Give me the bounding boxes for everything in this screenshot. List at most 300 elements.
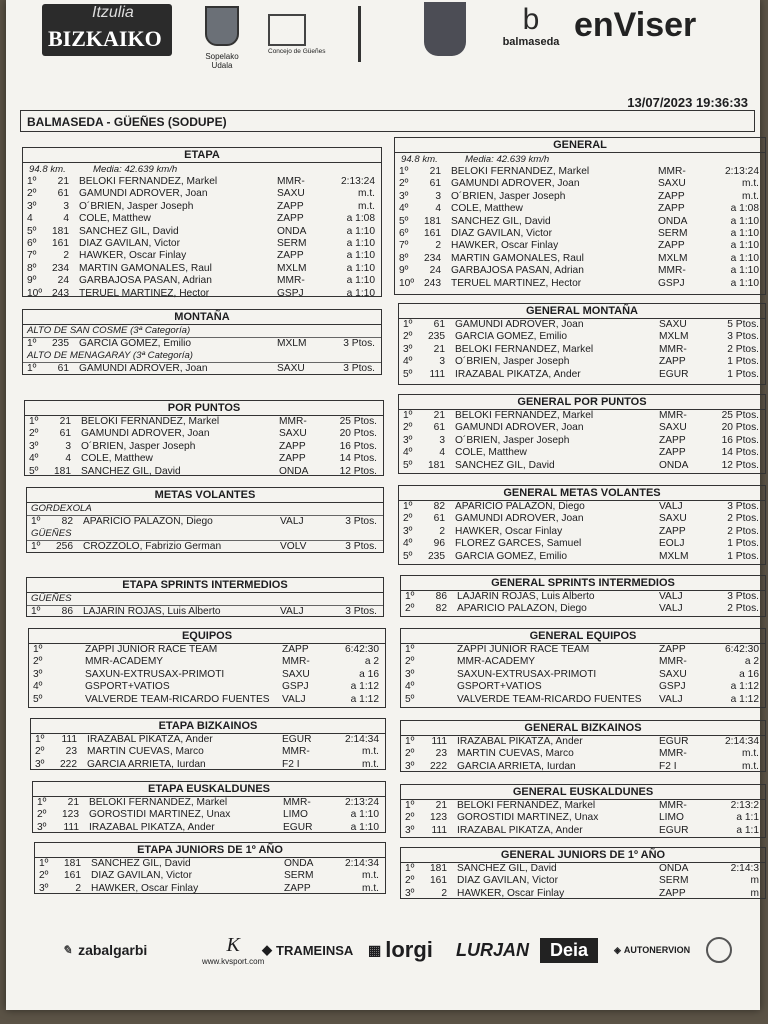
rider-name: ZAPPI JUNIOR RACE TEAM bbox=[85, 644, 218, 655]
team-code: SAXU bbox=[279, 428, 307, 440]
result-row bbox=[401, 863, 765, 875]
dorsal: 21 bbox=[435, 800, 447, 811]
result-row bbox=[23, 201, 381, 213]
team-code: ZAPP bbox=[659, 525, 686, 537]
team-code: VALJ bbox=[659, 693, 683, 705]
rider-name: O´BRIEN, Jasper Joseph bbox=[455, 356, 570, 368]
team-code: ONDA bbox=[659, 459, 689, 471]
result-row bbox=[395, 253, 765, 265]
result-value: m.t. bbox=[362, 746, 379, 758]
dorsal: 4 bbox=[63, 213, 69, 225]
result-value: 2 Ptos. bbox=[727, 513, 759, 525]
lorgi-logo: ▦ lorgi bbox=[368, 937, 433, 962]
team-code: ONDA bbox=[277, 225, 307, 237]
rider-name: COLE, Matthew bbox=[451, 203, 523, 215]
position: 3º bbox=[37, 821, 47, 833]
result-row bbox=[401, 694, 765, 706]
team-code: MMR- bbox=[658, 265, 686, 277]
team-code: ZAPP bbox=[659, 887, 686, 899]
position: 1º bbox=[405, 863, 415, 874]
result-value: 25 Ptos. bbox=[339, 416, 377, 427]
position: 4º bbox=[405, 681, 415, 693]
result-row bbox=[395, 278, 765, 290]
etapa-rows bbox=[23, 176, 381, 300]
guenes-logo: Concejo de Güeñes bbox=[268, 14, 340, 64]
dorsal: 96 bbox=[433, 538, 445, 550]
result-row bbox=[31, 734, 385, 746]
position: 2º bbox=[405, 656, 415, 668]
result-row bbox=[23, 250, 381, 262]
position: 2º bbox=[399, 178, 409, 190]
team-code: MMR- bbox=[659, 748, 687, 760]
dorsal: 21 bbox=[433, 343, 445, 355]
dorsal: 243 bbox=[52, 287, 69, 299]
team-code: MMR- bbox=[659, 343, 687, 355]
dorsal: 181 bbox=[54, 465, 71, 477]
result-row bbox=[23, 238, 381, 250]
result-value: a 1:12 bbox=[350, 693, 379, 705]
result-row bbox=[399, 422, 765, 434]
team-code: LIMO bbox=[659, 812, 684, 824]
dorsal: 234 bbox=[52, 262, 69, 274]
bizkainos-rows bbox=[31, 734, 385, 771]
dorsal: 61 bbox=[59, 428, 71, 440]
dorsal: 4 bbox=[65, 453, 71, 465]
result-row bbox=[31, 746, 385, 758]
team-code: VALJ bbox=[280, 606, 304, 617]
position: 1º bbox=[31, 516, 41, 527]
position: 1º bbox=[403, 319, 413, 330]
result-value: a 1:10 bbox=[730, 240, 759, 252]
team-code: SAXU bbox=[277, 188, 305, 200]
rider-name: O´BRIEN, Jasper Joseph bbox=[451, 190, 566, 202]
team-code: ZAPP bbox=[279, 440, 306, 452]
average-speed: Media: 42.639 km/h bbox=[93, 164, 178, 175]
rider-name: GAMUNDI ADROVER, Joan bbox=[455, 422, 584, 434]
result-row bbox=[23, 213, 381, 225]
result-value: 3 Ptos. bbox=[727, 591, 759, 602]
result-row bbox=[27, 516, 383, 528]
result-row bbox=[33, 809, 385, 821]
team-code: ZAPP bbox=[659, 447, 686, 459]
result-row bbox=[401, 875, 765, 887]
result-value: 2 Ptos. bbox=[727, 343, 759, 355]
sprints-title: ETAPA SPRINTS INTERMEDIOS bbox=[27, 578, 383, 593]
result-row bbox=[29, 681, 385, 693]
general-juniors-rows bbox=[401, 863, 765, 900]
team-code: LIMO bbox=[283, 809, 308, 821]
rider-name: GARBAJOSA PASAN, Adrian bbox=[451, 265, 584, 277]
position: 6º bbox=[27, 237, 37, 249]
position: 3º bbox=[405, 760, 415, 772]
juniors-title: ETAPA JUNIORS DE 1º AÑO bbox=[35, 843, 385, 858]
rider-name: APARICIO PALAZON, Diego bbox=[457, 603, 587, 615]
results-sheet bbox=[6, 0, 760, 1010]
result-value: a 1:10 bbox=[346, 262, 375, 274]
dorsal: 181 bbox=[430, 863, 447, 874]
dorsal: 3 bbox=[63, 200, 69, 212]
dorsal: 222 bbox=[60, 758, 77, 770]
rider-name: GOROSTIDI MARTINEZ, Unax bbox=[89, 809, 231, 821]
position: 7º bbox=[27, 250, 37, 262]
result-row bbox=[399, 356, 765, 368]
team-code: SAXU bbox=[658, 178, 686, 190]
position: 1º bbox=[29, 416, 39, 427]
montana-groups bbox=[23, 325, 381, 376]
rider-name: SANCHEZ GIL, David bbox=[455, 459, 555, 471]
rider-name: SAXUN-EXTRUSAX-PRIMOTI bbox=[457, 668, 597, 680]
rider-name: HAWKER, Oscar Finlay bbox=[91, 882, 199, 894]
rider-name: FLOREZ GARCES, Samuel bbox=[455, 538, 582, 550]
rider-name: SANCHEZ GIL, David bbox=[81, 465, 181, 477]
result-value: m.t. bbox=[358, 200, 375, 212]
enviser-logo: enViser bbox=[574, 6, 697, 44]
sub-section-label: ALTO DE MENAGARAY (3ª Categoría) bbox=[23, 350, 381, 363]
result-value: a 1:1 bbox=[736, 824, 759, 836]
result-row bbox=[23, 176, 381, 188]
position: 5º bbox=[399, 215, 409, 227]
deia-logo: Deia bbox=[540, 925, 598, 975]
team-code: MMR- bbox=[658, 166, 686, 177]
diputacion-shield-logo bbox=[424, 2, 466, 56]
sprints-box bbox=[26, 577, 384, 617]
autonervion-logo: ◈ AUTONERVION bbox=[614, 944, 691, 955]
result-row bbox=[23, 263, 381, 275]
metas-box bbox=[26, 487, 384, 553]
rider-name: SANCHEZ GIL, David bbox=[91, 858, 191, 869]
rider-name: LAJARIN ROJAS, Luis Alberto bbox=[83, 606, 221, 617]
general-equipos-title: GENERAL EQUIPOS bbox=[401, 629, 765, 644]
puntos-rows bbox=[25, 416, 383, 478]
team-code: MMR- bbox=[282, 746, 310, 758]
team-code: SAXU bbox=[282, 668, 310, 680]
dorsal: 161 bbox=[430, 875, 447, 887]
general-bizkainos-rows bbox=[401, 736, 765, 773]
rider-name: IRAZABAL PIKATZA, Ander bbox=[457, 736, 583, 747]
position: 10º bbox=[399, 277, 415, 289]
dorsal: 2 bbox=[63, 250, 69, 262]
result-row bbox=[33, 822, 385, 834]
team-code: F2 I bbox=[282, 758, 300, 770]
rider-name: DIAZ GAVILAN, Victor bbox=[79, 237, 180, 249]
result-row bbox=[401, 812, 765, 824]
result-row bbox=[399, 369, 765, 381]
dorsal: 61 bbox=[433, 319, 445, 330]
position: 5º bbox=[33, 693, 43, 705]
rider-name: HAWKER, Oscar Finlay bbox=[457, 887, 565, 899]
position: 1º bbox=[39, 858, 49, 869]
dorsal: 61 bbox=[433, 422, 445, 434]
result-value: 20 Ptos. bbox=[339, 428, 377, 440]
team-code: EGUR bbox=[659, 824, 689, 836]
dorsal: 111 bbox=[431, 824, 447, 836]
result-value: 3 Ptos. bbox=[343, 363, 375, 375]
rider-name: CROZZOLO, Fabrizio German bbox=[83, 541, 222, 553]
dorsal: 4 bbox=[435, 203, 441, 215]
position: 7º bbox=[399, 240, 409, 252]
team-code: GSPJ bbox=[658, 277, 685, 289]
result-row bbox=[401, 644, 765, 656]
dorsal: 21 bbox=[59, 416, 71, 427]
team-code: ZAPP bbox=[284, 882, 311, 894]
team-code: VALJ bbox=[659, 591, 683, 602]
puntos-box bbox=[24, 400, 384, 476]
result-value: 2:14:34 bbox=[345, 734, 379, 745]
team-code: ZAPP bbox=[282, 644, 309, 655]
result-value: 1 Ptos. bbox=[727, 368, 759, 380]
dorsal: 181 bbox=[424, 215, 441, 227]
position: 2º bbox=[405, 748, 415, 760]
equipos-title: EQUIPOS bbox=[29, 629, 385, 644]
team-code: SERM bbox=[277, 237, 307, 249]
result-value: 2:14:34 bbox=[345, 858, 379, 869]
general-euskaldunes-box bbox=[400, 784, 766, 838]
general-bizkainos-title: GENERAL BIZKAINOS bbox=[401, 721, 765, 736]
seal-logo bbox=[706, 925, 732, 975]
result-row bbox=[35, 870, 385, 882]
team-code: MMR- bbox=[659, 410, 687, 421]
result-value: a 1:12 bbox=[730, 693, 759, 705]
position: 2º bbox=[37, 809, 47, 821]
position: 5º bbox=[29, 465, 39, 477]
dorsal: 161 bbox=[64, 870, 81, 882]
position: 1º bbox=[403, 501, 413, 512]
distance: 94.8 km. bbox=[401, 154, 438, 165]
result-row bbox=[31, 759, 385, 771]
position: 5º bbox=[403, 459, 413, 471]
result-value: a 16 bbox=[739, 668, 759, 680]
team-code: EGUR bbox=[659, 736, 689, 747]
position: 4 bbox=[27, 213, 33, 225]
result-value: 5 Ptos. bbox=[727, 319, 759, 330]
general-puntos-box bbox=[398, 394, 766, 474]
result-value: 3 Ptos. bbox=[727, 331, 759, 343]
position: 3º bbox=[399, 190, 409, 202]
result-value: 6:42:30 bbox=[725, 644, 759, 655]
result-row bbox=[399, 319, 765, 331]
team-code: MMR- bbox=[282, 656, 310, 668]
result-row bbox=[27, 606, 383, 618]
dorsal: 82 bbox=[433, 501, 445, 512]
position: 10º bbox=[27, 287, 43, 299]
result-value: 2 Ptos. bbox=[727, 525, 759, 537]
result-row bbox=[25, 466, 383, 478]
rider-name: SANCHEZ GIL, David bbox=[451, 215, 551, 227]
rider-name: GOROSTIDI MARTINEZ, Unax bbox=[457, 812, 599, 824]
general-meta bbox=[395, 153, 765, 166]
dorsal: 82 bbox=[61, 516, 73, 527]
etapa-box bbox=[22, 147, 382, 297]
sub-section-label: GORDEXOLA bbox=[27, 503, 383, 516]
team-code: SAXU bbox=[659, 668, 687, 680]
rider-name: BELOKI FERNANDEZ, Markel bbox=[455, 410, 594, 421]
dorsal: 181 bbox=[52, 225, 69, 237]
result-row bbox=[395, 240, 765, 252]
position: 6º bbox=[399, 227, 409, 239]
position: 2º bbox=[405, 875, 415, 887]
dorsal: 181 bbox=[428, 459, 445, 471]
team-code: MMR- bbox=[659, 656, 687, 668]
result-row bbox=[23, 288, 381, 300]
result-value: a 1:10 bbox=[350, 821, 379, 833]
general-euskaldunes-rows bbox=[401, 800, 765, 837]
general-metas-title: GENERAL METAS VOLANTES bbox=[399, 486, 765, 501]
montana-title: MONTAÑA bbox=[23, 310, 381, 325]
position: 4º bbox=[33, 681, 43, 693]
dorsal: 4 bbox=[439, 447, 445, 459]
sub-section-label: GÜEÑES bbox=[27, 528, 383, 541]
result-row bbox=[399, 447, 765, 459]
result-row bbox=[35, 883, 385, 895]
team-code: GSPJ bbox=[659, 681, 686, 693]
general-metas-box bbox=[398, 485, 766, 565]
general-euskaldunes-title: GENERAL EUSKALDUNES bbox=[401, 785, 765, 800]
result-value: 1 Ptos. bbox=[727, 538, 759, 550]
dorsal: 234 bbox=[424, 252, 441, 264]
lurjan-logo: LURJAN bbox=[456, 939, 530, 960]
average-speed: Media: 42.639 km/h bbox=[465, 154, 550, 165]
position: 8º bbox=[27, 262, 37, 274]
result-value: a 16 bbox=[359, 668, 379, 680]
result-value: 16 Ptos. bbox=[339, 440, 377, 452]
result-row bbox=[399, 344, 765, 356]
etapa-meta bbox=[23, 163, 381, 176]
result-value: a 2 bbox=[744, 656, 759, 668]
trameinsa-logo: ◆ TRAMEINSA bbox=[262, 942, 354, 958]
position: 2º bbox=[27, 188, 37, 200]
result-row bbox=[399, 538, 765, 550]
euskaldunes-rows bbox=[33, 797, 385, 834]
result-row bbox=[29, 656, 385, 668]
position: 2º bbox=[403, 513, 413, 525]
team-code: ZAPP bbox=[659, 434, 686, 446]
sponsor-logos-top bbox=[6, 0, 760, 68]
position: 2º bbox=[403, 331, 413, 343]
dorsal: 86 bbox=[61, 606, 73, 617]
rider-name: GARCIA ARRIETA, Iurdan bbox=[457, 760, 576, 772]
team-code: ZAPP bbox=[277, 250, 304, 262]
team-code: SERM bbox=[659, 875, 689, 887]
rider-name: MMR-ACADEMY bbox=[457, 656, 536, 668]
result-row bbox=[401, 736, 765, 748]
team-code: MMR- bbox=[277, 176, 305, 187]
result-row bbox=[395, 166, 765, 178]
rider-name: BELOKI FERNANDEZ, Markel bbox=[455, 343, 594, 355]
dorsal: 2 bbox=[435, 240, 441, 252]
itzulia-bizkaiko-logo: Itzulia BIZKAIKO bbox=[42, 4, 172, 56]
position: 3º bbox=[403, 343, 413, 355]
position: 3º bbox=[405, 824, 415, 836]
rider-name: DIAZ GAVILAN, Victor bbox=[457, 875, 558, 887]
position: 2º bbox=[405, 812, 415, 824]
rider-name: GAMUNDI ADROVER, Joan bbox=[79, 363, 208, 375]
team-code: ONDA bbox=[658, 215, 688, 227]
result-value: m bbox=[750, 875, 759, 887]
general-sprints-box bbox=[400, 575, 766, 617]
position: 1º bbox=[405, 591, 415, 602]
team-code: VOLV bbox=[280, 541, 307, 553]
dorsal: 181 bbox=[64, 858, 81, 869]
general-equipos-rows bbox=[401, 644, 765, 706]
rider-name: COLE, Matthew bbox=[79, 213, 151, 225]
rider-name: TERUEL MARTINEZ, Hector bbox=[79, 287, 210, 299]
team-code: GSPJ bbox=[277, 287, 304, 299]
team-code: ZAPP bbox=[279, 453, 306, 465]
result-value: a 1:10 bbox=[730, 265, 759, 277]
position: 2º bbox=[29, 428, 39, 440]
team-code: VALJ bbox=[282, 693, 306, 705]
rider-name: O´BRIEN, Jasper Joseph bbox=[79, 200, 194, 212]
result-value: 3 Ptos. bbox=[727, 501, 759, 512]
dorsal: 3 bbox=[439, 356, 445, 368]
result-row bbox=[23, 275, 381, 287]
team-code: ZAPP bbox=[277, 200, 304, 212]
result-value: a 1:10 bbox=[346, 225, 375, 237]
rider-name: GSPORT+VATIOS bbox=[457, 681, 542, 693]
result-value: a 1:10 bbox=[346, 287, 375, 299]
rider-name: DIAZ GAVILAN, Victor bbox=[91, 870, 192, 882]
dorsal: 111 bbox=[63, 821, 79, 833]
position: 2º bbox=[33, 656, 43, 668]
position: 8º bbox=[399, 252, 409, 264]
rider-name: GARCIA GOMEZ, Emilio bbox=[79, 338, 192, 349]
dorsal: 111 bbox=[431, 736, 447, 747]
rider-name: MARTIN GAMONALES, Raul bbox=[79, 262, 212, 274]
result-value: a 1:10 bbox=[346, 237, 375, 249]
result-row bbox=[23, 226, 381, 238]
general-sprints-title: GENERAL SPRINTS INTERMEDIOS bbox=[401, 576, 765, 591]
dorsal: 21 bbox=[429, 166, 441, 177]
position: 3º bbox=[27, 200, 37, 212]
dorsal: 23 bbox=[65, 746, 77, 758]
result-value: 6:42:30 bbox=[345, 644, 379, 655]
team-code: ZAPP bbox=[659, 356, 686, 368]
result-value: m.t. bbox=[742, 178, 759, 190]
general-montana-rows bbox=[399, 319, 765, 381]
result-row bbox=[35, 858, 385, 870]
result-value: a 1:10 bbox=[346, 250, 375, 262]
sub-section-label: ALTO DE SAN COSME (3ª Categoría) bbox=[23, 325, 381, 338]
rider-name: APARICIO PALAZON, Diego bbox=[83, 516, 213, 527]
result-row bbox=[401, 681, 765, 693]
rider-name: GAMUNDI ADROVER, Joan bbox=[455, 513, 584, 525]
team-code: MXLM bbox=[659, 331, 689, 343]
rider-name: VALVERDE TEAM-RICARDO FUENTES bbox=[457, 693, 642, 705]
result-value: a 2 bbox=[364, 656, 379, 668]
dorsal: 3 bbox=[65, 440, 71, 452]
result-value: m.t. bbox=[362, 758, 379, 770]
rider-name: DIAZ GAVILAN, Victor bbox=[451, 227, 552, 239]
position: 2º bbox=[39, 870, 49, 882]
bizkainos-title: ETAPA BIZKAINOS bbox=[31, 719, 385, 734]
result-value: 2:13:24 bbox=[345, 797, 379, 808]
result-value: 14 Ptos. bbox=[339, 453, 377, 465]
dorsal: 61 bbox=[57, 363, 69, 375]
equipos-rows bbox=[29, 644, 385, 706]
result-row bbox=[395, 265, 765, 277]
result-row bbox=[401, 800, 765, 812]
general-juniors-box bbox=[400, 847, 766, 899]
balmaseda-logo: b balmaseda bbox=[502, 3, 560, 48]
rider-name: GAMUNDI ADROVER, Joan bbox=[451, 178, 580, 190]
puntos-title: POR PUNTOS bbox=[25, 401, 383, 416]
dorsal: 21 bbox=[433, 410, 445, 421]
result-value: 2:13:2 bbox=[730, 800, 759, 811]
result-value: 2:13:24 bbox=[725, 166, 759, 177]
rider-name: TERUEL MARTINEZ, Hector bbox=[451, 277, 582, 289]
position: 9º bbox=[399, 265, 409, 277]
result-value: 2 Ptos. bbox=[727, 603, 759, 615]
